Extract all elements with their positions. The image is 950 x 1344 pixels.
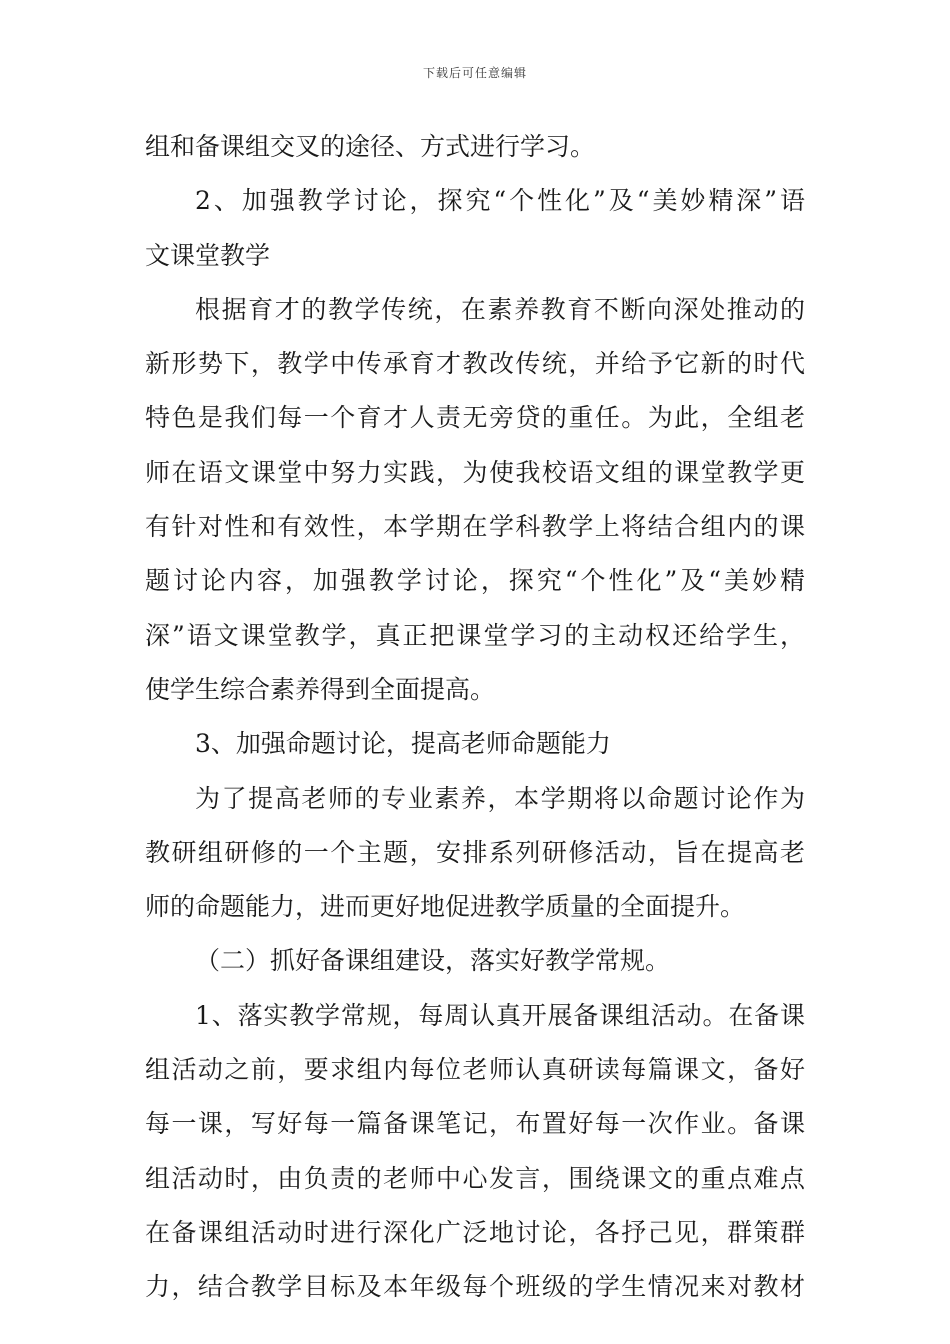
section-heading-line: 2、加强教学讨论，探究“个性化”及“美妙精深”语: [195, 186, 805, 216]
text-line: 特色是我们每一个育才人责无旁贷的重任。为此，全组老: [145, 403, 805, 433]
document-body: [145, 120, 805, 1315]
text-line: 根据育才的教学传统，在素养教育不断向深处推动的: [195, 294, 805, 324]
section-heading-line: （二）抓好备课组建设，落实好教学常规。: [195, 946, 671, 976]
text-line: 题讨论内容，加强教学讨论，探究“个性化”及“美妙精: [145, 566, 805, 596]
text-line: 为了提高老师的专业素养，本学期将以命题讨论作为: [195, 783, 805, 813]
text-line: 师的命题能力，进而更好地促进教学质量的全面提升。: [145, 892, 746, 922]
text-line: 深”语文课堂教学，真正把课堂学习的主动权还给学生，: [145, 620, 805, 650]
text-line: 组活动之前，要求组内每位老师认真研读每篇课文，备好: [145, 1055, 805, 1085]
page-header-note: 下载后可任意编辑: [422, 66, 527, 80]
text-line: 新形势下，教学中传承育才教改传统，并给予它新的时代: [145, 349, 805, 379]
text-line: 1、落实教学常规，每周认真开展备课组活动。在备课: [195, 1000, 805, 1030]
section-heading-line: 3、加强命题讨论，提高老师命题能力: [195, 729, 611, 759]
text-line: 组和备课组交叉的途径、方式进行学习。: [145, 132, 596, 161]
section-heading-line: 文课堂教学: [145, 240, 271, 270]
text-line: 师在语文课堂中努力实践，为使我校语文组的课堂教学更: [145, 457, 805, 487]
text-line: 教研组研修的一个主题，安排系列研修活动，旨在提高老: [145, 837, 805, 867]
text-line: 使学生综合素养得到全面提高。: [145, 674, 496, 704]
text-line: 组活动时，由负责的老师中心发言，围绕课文的重点难点: [145, 1163, 805, 1193]
text-line: 每一课，写好每一篇备课笔记，布置好每一次作业。备课: [145, 1109, 805, 1139]
text-line: 力，结合教学目标及本年级每个班级的学生情况来对教材: [145, 1272, 805, 1302]
text-line: 有针对性和有效性，本学期在学科教学上将结合组内的课: [145, 512, 805, 542]
text-line: 在备课组活动时进行深化广泛地讨论，各抒己见，群策群: [145, 1217, 805, 1247]
